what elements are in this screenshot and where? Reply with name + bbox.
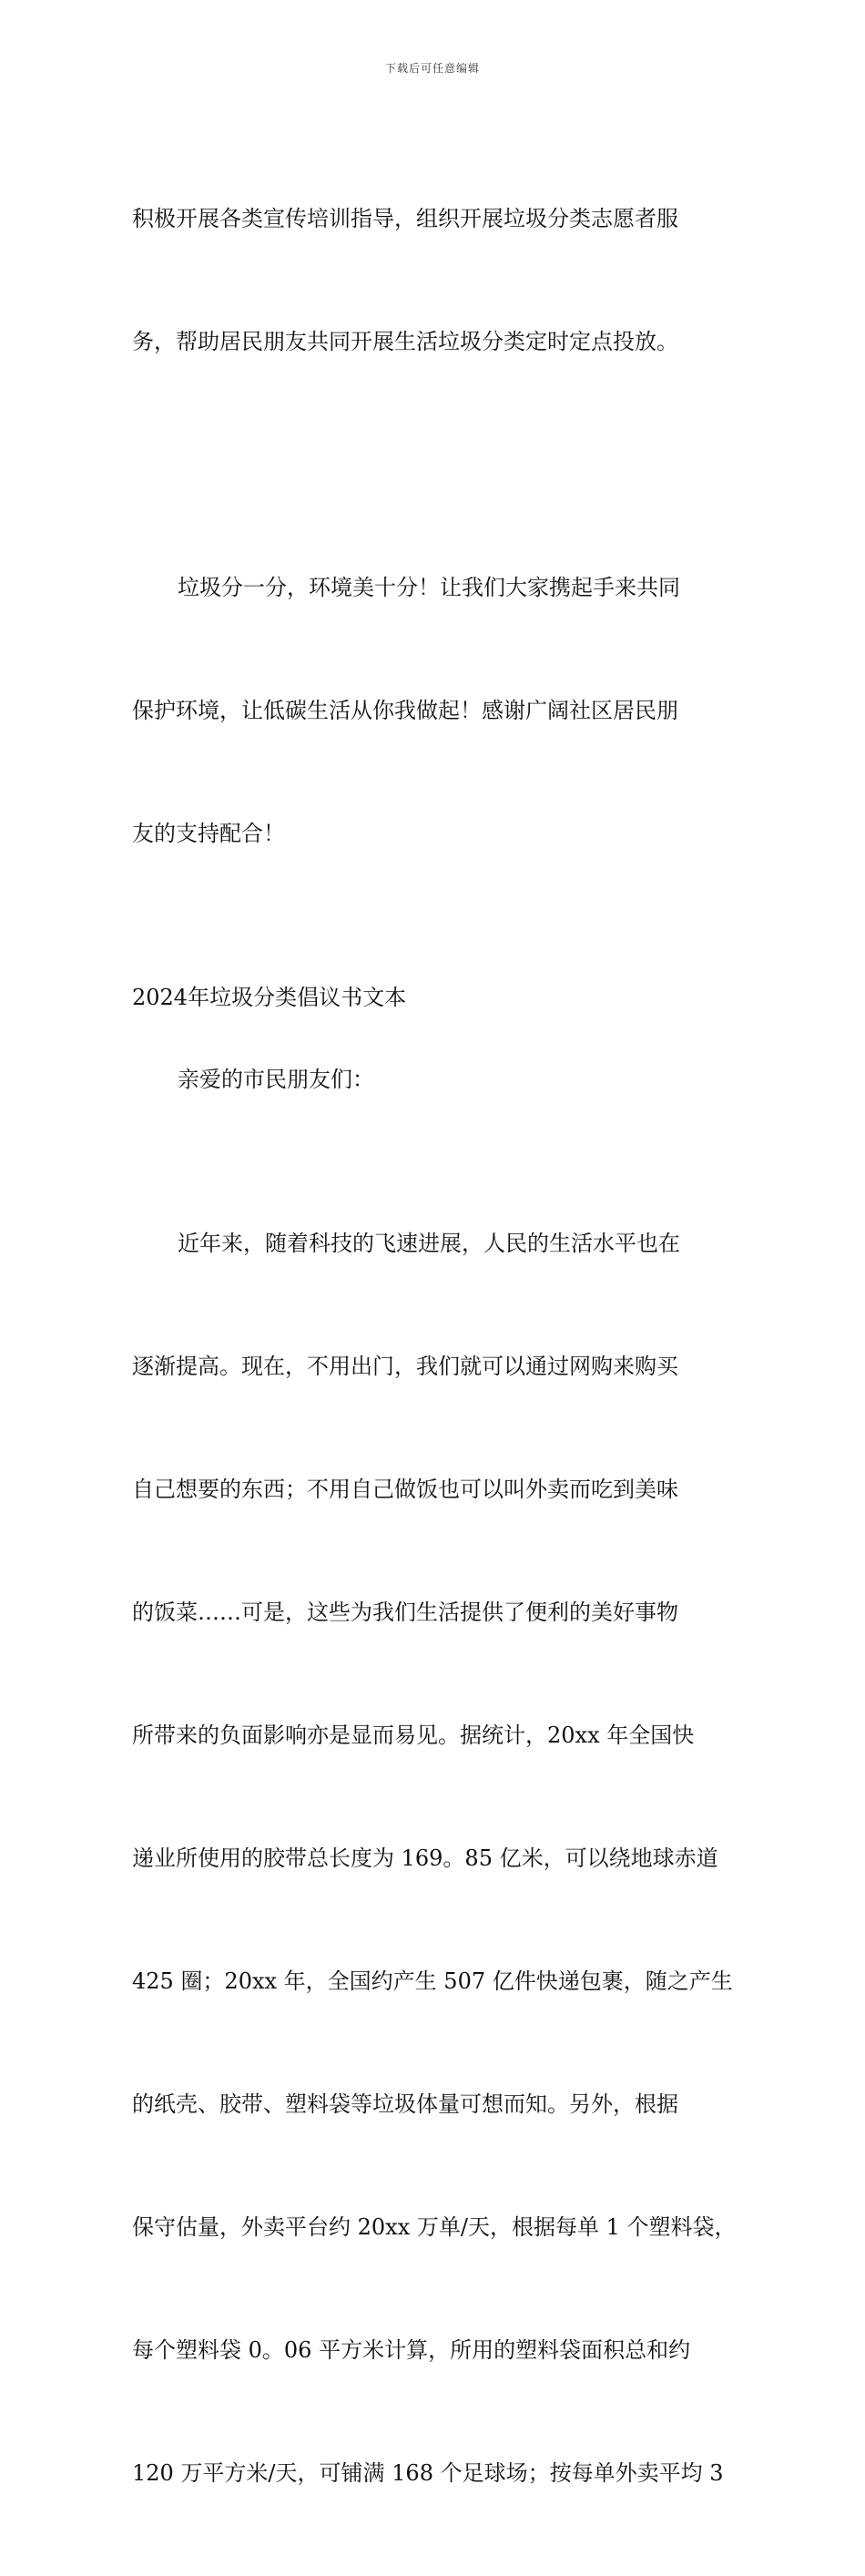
text-line: 425 圈；20xx 年，全国约产生 507 亿件快递包裹，随之产生 [132,1968,733,1994]
text-line: 每个塑料袋 0。06 平方米计算，所用的塑料袋面积总和约 [132,2337,691,2363]
text-line: 的纸壳、胶带、塑料袋等垃圾体量可想而知。另外，根据 [132,2091,678,2117]
paragraph-volunteer [132,117,751,445]
text-line: 积极开展各类宣传培训指导，组织开展垃圾分类志愿者服 [132,206,678,231]
text-line: 垃圾分一分，环境美十分！让我们大家携起手来共同 [178,575,680,600]
document-body [132,117,751,2576]
header-note: 下载后可任意编辑 [384,62,480,75]
text-line: 的饭菜……可是，这些为我们生活提供了便利的美好事物 [132,1600,678,1625]
text-line: 逐渐提高。现在，不用出门，我们就可以通过网购来购买 [132,1354,678,1379]
text-line: 递业所使用的胶带总长度为 169。85 亿米，可以绕地球赤道 [132,1845,718,1871]
text-line: 务，帮助居民朋友共同开展生活垃圾分类定时定点投放。 [132,329,678,354]
text-line: 自己想要的东西；不用自己做饭也可以叫外卖而吃到美味 [132,1477,678,1502]
greeting: 亲爱的市民朋友们： [178,1067,374,1092]
text-line: 所带来的负面影响亦是显而易见。据统计，20xx 年全国快 [132,1722,695,1748]
text-line: 友的支持配合！ [132,821,285,846]
paragraph-intro [132,1141,751,2576]
text-line: 保护环境，让低碳生活从你我做起！感谢广阔社区居民朋 [132,698,678,723]
text-line: 保守估量，外卖平台约 20xx 万单/天，根据每单 1 个塑料袋， [132,2214,737,2240]
text-line: 近年来，随着科技的飞速进展，人民的生活水平也在 [178,1231,680,1256]
document-title: 2024年垃圾分类倡议书文本 [132,985,407,1010]
paragraph-thanks [132,486,751,936]
text-line: 120 万平方米/天，可铺满 168 个足球场；按每单外卖平均 3 [132,2460,724,2486]
